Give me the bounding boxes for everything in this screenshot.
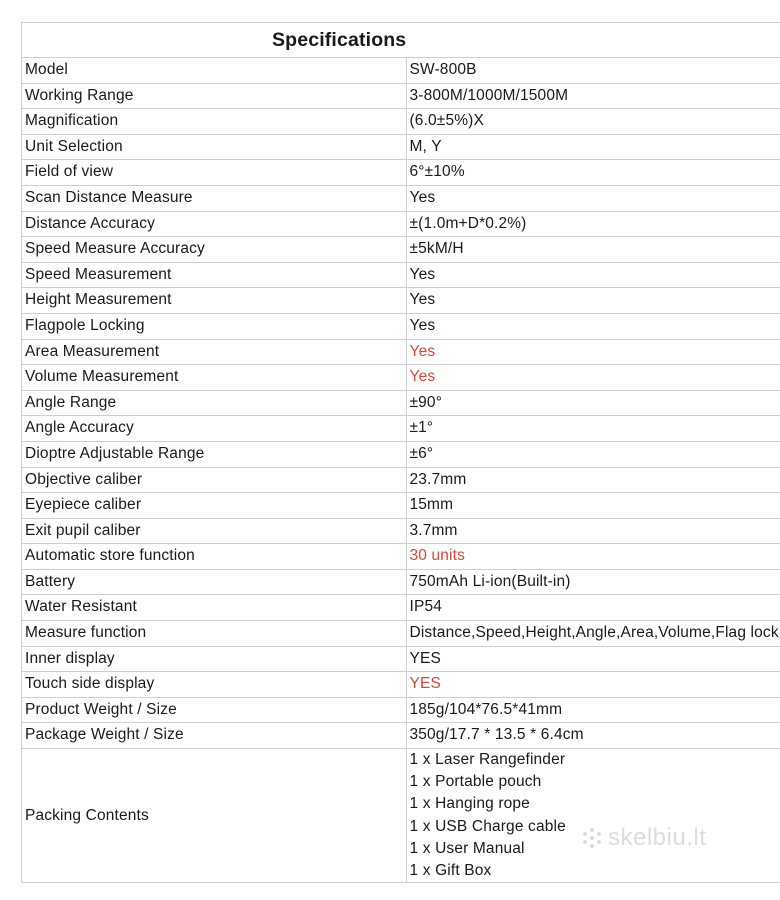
spec-value: ±90°	[406, 390, 780, 416]
table-header-row	[22, 23, 780, 58]
spec-row	[22, 211, 780, 237]
specifications-table	[21, 22, 780, 883]
spec-value: YES	[406, 646, 780, 672]
spec-label: Water Resistant	[22, 595, 407, 621]
spec-value: Distance,Speed,Height,Angle,Area,Volume,Flag lock	[406, 621, 780, 647]
packing-item: 1 x Laser Rangefinder	[409, 751, 566, 769]
spec-value: 3.7mm	[406, 518, 780, 544]
spec-value: 23.7mm	[406, 467, 780, 493]
spec-value: Yes	[406, 288, 780, 314]
spec-label: Height Measurement	[22, 288, 407, 314]
spec-label: Eyepiece caliber	[22, 493, 407, 519]
spec-label: Area Measurement	[22, 339, 407, 365]
spec-row	[22, 518, 780, 544]
spec-row	[22, 288, 780, 314]
packing-item: 1 x Gift Box	[409, 862, 492, 880]
spec-row	[22, 365, 780, 391]
spec-value: Yes	[406, 365, 780, 391]
watermark	[580, 824, 706, 852]
watermark-text: skelbiu.lt	[608, 824, 707, 851]
spec-row	[22, 569, 780, 595]
spec-row	[22, 313, 780, 339]
spec-label: Flagpole Locking	[22, 313, 407, 339]
spec-value: 3-800M/1000M/1500M	[406, 83, 780, 109]
spec-value: Yes	[406, 313, 780, 339]
spec-row	[22, 697, 780, 723]
spec-value: Yes	[406, 339, 780, 365]
spec-label: Angle Accuracy	[22, 416, 407, 442]
spec-row	[22, 339, 780, 365]
table-title: Specifications	[22, 23, 780, 58]
packing-item: 1 x USB Charge cable	[409, 817, 566, 835]
spec-value: 185g/104*76.5*41mm	[406, 697, 780, 723]
spec-value: ±1°	[406, 416, 780, 442]
spec-label: Exit pupil caliber	[22, 518, 407, 544]
spec-value: 6°±10%	[406, 160, 780, 186]
spec-label: Volume Measurement	[22, 365, 407, 391]
packing-item: 1 x Hanging rope	[409, 795, 530, 813]
packing-item: 1 x User Manual	[409, 839, 525, 857]
spec-label: Package Weight / Size	[22, 723, 407, 749]
spec-label: Field of view	[22, 160, 407, 186]
spec-row	[22, 621, 780, 647]
spec-row	[22, 723, 780, 749]
spec-value: (6.0±5%)X	[406, 109, 780, 135]
spec-label: Inner display	[22, 646, 407, 672]
spec-label: Battery	[22, 569, 407, 595]
packing-contents-value	[406, 749, 780, 883]
spec-row	[22, 390, 780, 416]
spec-row	[22, 646, 780, 672]
spec-row	[22, 544, 780, 570]
spec-value: 30 units	[406, 544, 780, 570]
spec-value: SW-800B	[406, 58, 780, 84]
spec-label: Objective caliber	[22, 467, 407, 493]
spec-row	[22, 83, 780, 109]
spec-value: ±5kM/H	[406, 237, 780, 263]
specifications-table-body	[22, 23, 780, 883]
dots-logo-icon	[580, 826, 604, 850]
packing-contents-label: Packing Contents	[22, 749, 407, 883]
spec-label: Touch side display	[22, 672, 407, 698]
spec-value: 350g/17.7 * 13.5 * 6.4cm	[406, 723, 780, 749]
spec-label: Unit Selection	[22, 134, 407, 160]
spec-value: 15mm	[406, 493, 780, 519]
packing-list	[410, 749, 780, 882]
spec-label: Product Weight / Size	[22, 697, 407, 723]
spec-value: ±(1.0m+D*0.2%)	[406, 211, 780, 237]
spec-value: YES	[406, 672, 780, 698]
spec-row	[22, 262, 780, 288]
spec-row	[22, 109, 780, 135]
spec-label: Working Range	[22, 83, 407, 109]
spec-value: 750mAh Li-ion(Built-in)	[406, 569, 780, 595]
spec-row	[22, 595, 780, 621]
packing-contents-row	[22, 749, 780, 883]
packing-item: 1 x Portable pouch	[409, 773, 542, 791]
spec-value: Yes	[406, 185, 780, 211]
spec-row	[22, 58, 780, 84]
spec-row	[22, 467, 780, 493]
spec-row	[22, 185, 780, 211]
spec-label: Measure function	[22, 621, 407, 647]
spec-row	[22, 160, 780, 186]
spec-label: Speed Measurement	[22, 262, 407, 288]
spec-row	[22, 237, 780, 263]
spec-row	[22, 416, 780, 442]
spec-value: IP54	[406, 595, 780, 621]
spec-row	[22, 672, 780, 698]
spec-label: Magnification	[22, 109, 407, 135]
spec-label: Distance Accuracy	[22, 211, 407, 237]
spec-label: Scan Distance Measure	[22, 185, 407, 211]
spec-value: M, Y	[406, 134, 780, 160]
spec-label: Speed Measure Accuracy	[22, 237, 407, 263]
spec-value: Yes	[406, 262, 780, 288]
spec-label: Dioptre Adjustable Range	[22, 441, 407, 467]
spec-label: Angle Range	[22, 390, 407, 416]
spec-value: ±6°	[406, 441, 780, 467]
spec-row	[22, 134, 780, 160]
spec-label: Model	[22, 58, 407, 84]
spec-label: Automatic store function	[22, 544, 407, 570]
spec-row	[22, 493, 780, 519]
spec-row	[22, 441, 780, 467]
